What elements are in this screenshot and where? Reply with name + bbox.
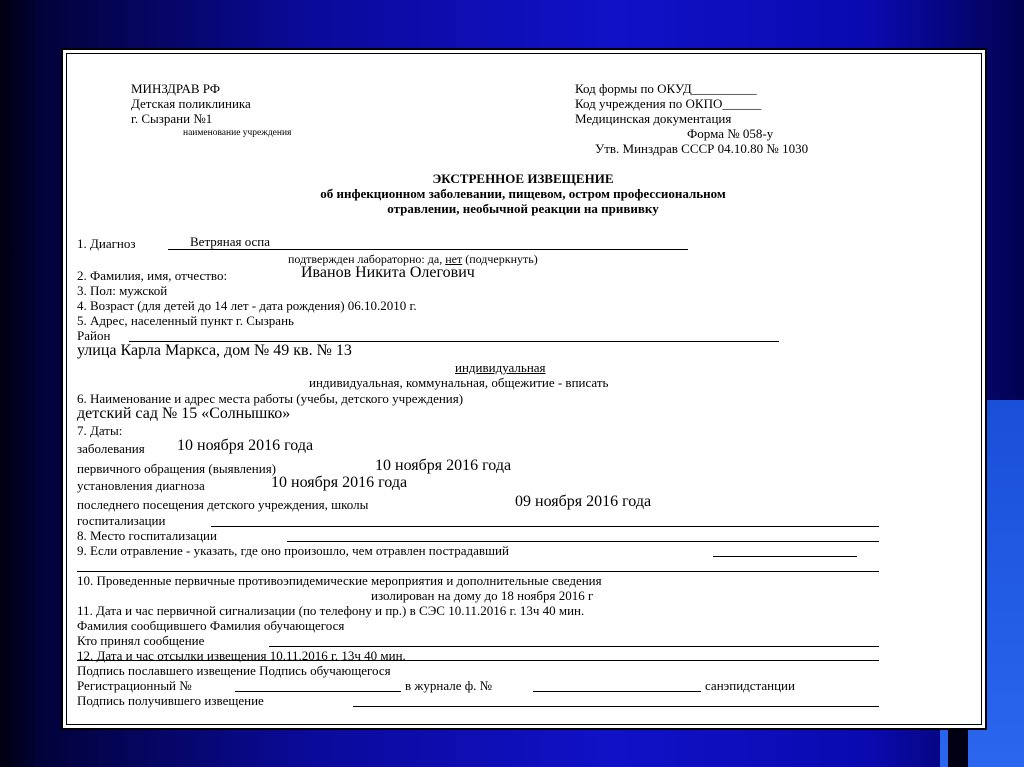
sent-line (77, 660, 879, 661)
approval: Утв. Минздрав СССР 04.10.80 № 1030 (595, 141, 809, 156)
date-last-value: 09 ноября 2016 года (515, 493, 652, 510)
hospitalization-label: госпитализации (77, 513, 166, 528)
diagnosis-line (168, 249, 688, 250)
receiver-signature-label: Подпись получившего извещение (77, 693, 264, 708)
date-first-value: 10 ноября 2016 года (375, 457, 512, 474)
signal-field: 11. Дата и час первичной сигнализации (по телефону и пр.) в СЭС 10.11.2016 г. 13ч 40 мин. (77, 603, 585, 618)
reporter-field: Фамилия сообщившего Фамилия обучающегося (77, 618, 345, 633)
address-field: 5. Адрес, населенный пункт г. Сызрань (77, 313, 294, 328)
lab-no-underlined: нет (445, 252, 463, 266)
poisoning-line (713, 556, 857, 557)
hospital-place-line (287, 541, 879, 542)
date-disease-label: заболевания (77, 441, 145, 456)
document-title: ЭКСТРЕННОЕ ИЗВЕЩЕНИЕ (432, 171, 614, 186)
okud-code: Код формы по ОКУД__________ (575, 81, 757, 96)
diagnosis-value: Ветряная оспа (190, 234, 271, 249)
district-label: Район (77, 328, 111, 343)
housing-value: индивидуальная (455, 360, 546, 375)
date-disease-value: 10 ноября 2016 года (177, 437, 314, 454)
date-diagnosis-label: установления диагноза (77, 478, 205, 493)
dates-label: 7. Даты: (77, 423, 123, 438)
form-number: Форма № 058-у (687, 126, 774, 141)
receiver-label: Кто принял сообщение (77, 633, 205, 648)
measures-value: изолирован на дому до 18 ноября 2016 г (371, 588, 594, 603)
date-first-label: первичного обращения (выявления) (77, 461, 277, 476)
diagnosis-label: 1. Диагноз (77, 236, 136, 251)
date-last-label: последнего посещения детского учреждения, школы (77, 497, 369, 512)
clinic-name: Детская поликлиника (131, 96, 251, 111)
ministry: МИНЗДРАВ РФ (131, 81, 221, 96)
poisoning-line-2 (77, 571, 879, 572)
poisoning-label: 9. Если отравление - указать, где оно произошло, чем отравлен пострадавший (77, 543, 509, 558)
sex-field: 3. Пол: мужской (77, 283, 168, 298)
fio-value: Иванов Никита Олегович (301, 264, 475, 281)
receiver-signature-line (353, 706, 879, 707)
title-line-1: об инфекционном заболевании, пищевом, остром профессиональном (320, 186, 726, 201)
housing-hint: индивидуальная, коммунальная, общежитие - вписать (309, 375, 609, 390)
medical-documentation: Медицинская документация (575, 111, 732, 126)
age-field: 4. Возраст (для детей до 14 лет - дата рождения) 06.10.2010 г. (77, 298, 417, 313)
sender-signature: Подпись пославшего извещение Подпись обучающегося (77, 663, 391, 678)
measures-label: 10. Проведенные первичные противоэпидемические мероприятия и дополнительные сведения (77, 573, 602, 588)
sanepid-label: санэпидстанции (705, 678, 795, 693)
journal-line (533, 691, 701, 692)
document-sheet (61, 48, 987, 730)
work-label: 6. Наименование и адрес места работы (учебы, детского учреждения) (77, 391, 464, 406)
sent-field: 12. Дата и час отсылки извещения 10.11.2016 г. 13ч 40 мин. (77, 648, 406, 663)
date-diagnosis-value: 10 ноября 2016 года (271, 474, 408, 491)
work-value: детский сад № 15 «Солнышко» (77, 405, 291, 422)
okpo-code: Код учреждения по ОКПО______ (575, 96, 762, 111)
journal-label: в журнале ф. № (405, 678, 493, 693)
registration-line (235, 691, 401, 692)
institution-caption: наименование учреждения (183, 128, 292, 138)
registration-label: Регистрационный № (77, 678, 192, 693)
lab-confirmation: подтвержден лабораторно: да, нет (подчеркнуть) (288, 252, 538, 266)
fio-label: 2. Фамилия, имя, отчество: (77, 268, 228, 283)
clinic-city: г. Сызрани №1 (131, 111, 213, 126)
receiver-line (269, 646, 879, 647)
hospitalization-line (211, 526, 879, 527)
street-field: улица Карла Маркса, дом № 49 кв. № 13 (77, 342, 352, 359)
hospital-place-label: 8. Место госпитализации (77, 528, 217, 543)
title-line-2: отравлении, необычной реакции на прививку (387, 201, 659, 216)
